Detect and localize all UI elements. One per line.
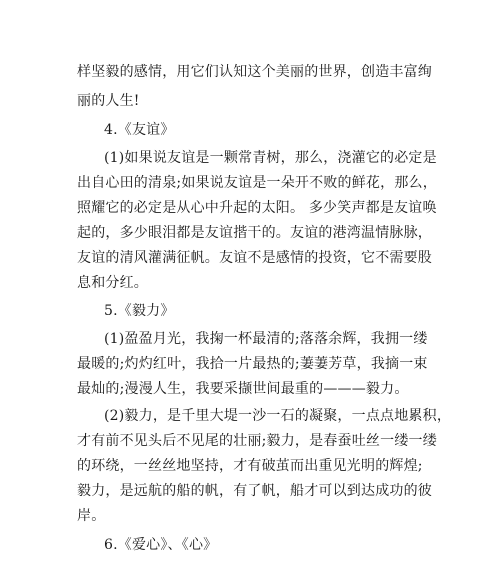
section-heading: 5.《毅力》	[104, 303, 175, 319]
text-line: (2)毅力，是千里大堤一沙一石的凝聚，一点点地累积，	[104, 408, 452, 424]
text-line: 照耀它的必定是从心中升起的太阳。 多少笑声都是友谊唤	[77, 200, 437, 216]
text-line: (1)盈盈月光，我掬一杯最清的;落落余辉，我拥一缕	[104, 331, 428, 347]
text-line: 才有前不见头后不见尾的壮丽;毅力，是春蚕吐丝一缕一缕	[77, 433, 437, 449]
text-line: 丽的人生!	[77, 93, 140, 109]
text-line: (1)如果说友谊是一颗常青树，那么，浇灌它的必定是	[104, 150, 437, 166]
text-line: 最灿的;漫漫人生，我要采撷世间最重的———毅力。	[77, 381, 409, 397]
text-line: 起的，多少眼泪都是友谊揩干的。友谊的港湾温情脉脉，	[77, 225, 432, 241]
text-line: 出自心田的清泉;如果说友谊是一朵开不败的鲜花，那么，	[77, 175, 437, 191]
section-heading: 6.《爱心》、《心》	[104, 537, 218, 553]
text-line: 毅力，是远航的船的帆，有了帆，船才可以到达成功的彼	[77, 483, 432, 499]
text-line: 友谊的清风灌满征帆。友谊不是感情的投资，它不需要股	[77, 250, 432, 266]
text-line: 息和分红。	[77, 275, 148, 291]
text-line: 岸。	[77, 508, 106, 524]
text-line: 最暖的;灼灼红叶，我拾一片最热的;萋萋芳草，我摘一束	[77, 356, 428, 372]
text-line: 样坚毅的感情，用它们认知这个美丽的世界，创造丰富绚	[77, 64, 432, 80]
section-heading: 4.《友谊》	[104, 122, 175, 138]
text-line: 的环绕，一丝丝地坚持，才有破茧而出重见光明的辉煌;	[77, 458, 423, 474]
